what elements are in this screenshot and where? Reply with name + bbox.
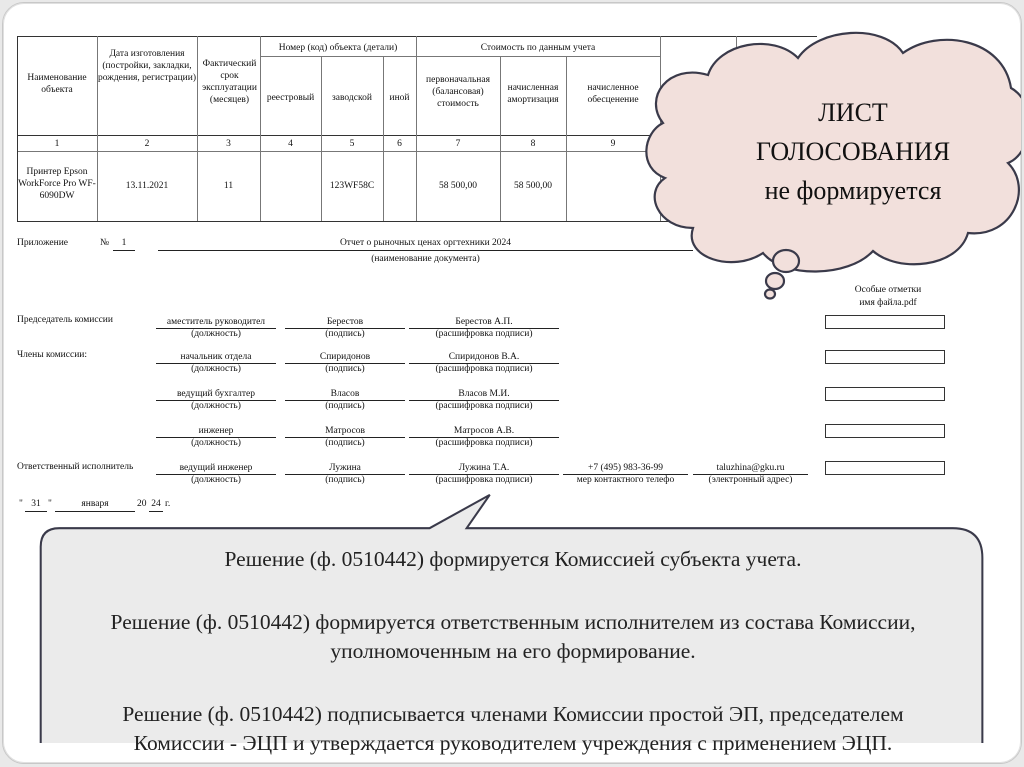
header-term: Фактический срок эксплуатации (месяцев) xyxy=(202,59,257,105)
caption-signature: (подпись) xyxy=(325,475,365,485)
caption-decode: (расшифровка подписи) xyxy=(435,329,533,339)
header-factory: заводской xyxy=(332,93,372,103)
notes-title: Особые отметки xyxy=(854,285,922,295)
row-name: Принтер Epson WorkForce Pro WF-6090DW xyxy=(18,167,96,201)
caption-position: (должность) xyxy=(191,329,241,339)
sign-signature: Спиридонов xyxy=(319,352,371,362)
sign-signature: Власов xyxy=(330,389,360,399)
sign-position: ведущий бухгалтер xyxy=(177,389,255,399)
col-number: 1 xyxy=(54,139,60,149)
sign-decode: Спиридонов В.А. xyxy=(448,352,520,362)
caption-signature: (подпись) xyxy=(325,401,365,411)
sign-decode: Лужина Т.А. xyxy=(458,463,510,473)
phone-caption: мер контактного телефо xyxy=(576,475,675,485)
caption-decode: (расшифровка подписи) xyxy=(435,475,533,485)
date-year: 24 xyxy=(151,499,161,509)
sign-decode: Берестов А.П. xyxy=(455,317,513,327)
sign-position: начальник отдела xyxy=(180,352,252,362)
appendix-label: Приложение xyxy=(17,238,68,248)
email-caption: (электронный адрес) xyxy=(708,475,793,485)
col-number: 6 xyxy=(397,139,402,149)
caption-position: (должность) xyxy=(191,401,241,411)
header-name: Наименование объекта xyxy=(27,73,87,95)
email-value: taluzhina@gku.ru xyxy=(716,463,785,473)
col-number: 7 xyxy=(455,139,461,149)
date-quote-open: " xyxy=(19,499,23,509)
caption-signature: (подпись) xyxy=(325,438,365,448)
bubble-paragraph-3a: Решение (ф. 0510442) подписывается членами Комиссии простой ЭП, председателем xyxy=(122,702,904,726)
header-other: иной xyxy=(389,93,410,103)
caption-decode: (расшифровка подписи) xyxy=(435,438,533,448)
col-number: 2 xyxy=(144,139,150,149)
cloud-line-2: ГОЛОСОВАНИЯ xyxy=(755,137,951,166)
sign-signature: Матросов xyxy=(325,426,365,436)
appendix-no-label: № xyxy=(100,238,110,248)
bubble-paragraph-2b: уполномоченным на его формирование. xyxy=(330,639,696,663)
chairman-label: Председатель комиссии xyxy=(17,315,113,325)
sign-decode: Власов М.И. xyxy=(458,389,510,399)
row-term: 11 xyxy=(223,181,234,191)
phone-value: +7 (495) 983-36-99 xyxy=(587,463,663,473)
notes-box[interactable] xyxy=(825,424,945,438)
notes-box[interactable] xyxy=(825,350,945,364)
sign-position: аместитель руководител xyxy=(166,317,266,327)
header-amort: начисленная амортизация xyxy=(507,83,559,105)
row-initial: 58 500,00 xyxy=(439,181,477,191)
sign-signature: Лужина xyxy=(329,463,361,473)
header-number-group: Номер (код) объекта (детали) xyxy=(278,43,398,53)
header-date: Дата изготовления (постройки, закладки, рождения, регистрации) xyxy=(98,49,196,83)
cloud-line-3: не формируется xyxy=(764,176,942,205)
caption-decode: (расшифровка подписи) xyxy=(435,401,533,411)
bubble-paragraph-3b: Комиссии - ЭЦП и утверждается руководителем учреждения с применением ЭЦП. xyxy=(133,731,893,755)
members-label: Члены комиссии: xyxy=(17,350,88,360)
header-cost-group: Стоимость по данным учета xyxy=(480,43,596,53)
col-number: 4 xyxy=(288,139,293,149)
notes-box[interactable] xyxy=(825,387,945,401)
appendix-doc-caption: (наименование документа) xyxy=(371,254,480,264)
date-suffix: г. xyxy=(165,499,171,509)
caption-position: (должность) xyxy=(191,364,241,374)
sign-decode: Матросов А.В. xyxy=(453,426,515,436)
bubble-paragraph-2a: Решение (ф. 0510442) формируется ответственным исполнителем из состава Комиссии, xyxy=(110,610,916,634)
bubble-paragraph-1: Решение (ф. 0510442) формируется Комиссией субъекта учета. xyxy=(224,547,802,571)
col-number: 8 xyxy=(530,139,536,149)
cloud-line-1: ЛИСТ xyxy=(818,98,888,127)
responsible-label: Ответственный исполнитель xyxy=(17,462,134,472)
col-number: 5 xyxy=(349,139,355,149)
caption-position: (должность) xyxy=(191,438,241,448)
header-impair: начисленное обесценение xyxy=(587,83,639,105)
row-date: 13.11.2021 xyxy=(125,181,169,191)
cloud-text xyxy=(703,93,1003,210)
col-number: 9 xyxy=(610,139,616,149)
caption-signature: (подпись) xyxy=(325,364,365,374)
appendix-doc-title: Отчет о рыночных ценах оргтехники 2024 xyxy=(339,238,512,248)
date-day: 31 xyxy=(31,499,41,509)
row-factory: 123WF58C xyxy=(329,181,375,191)
notes-box[interactable] xyxy=(825,315,945,329)
col-number: 3 xyxy=(226,139,231,149)
slide xyxy=(2,2,1022,764)
notes-box[interactable] xyxy=(825,461,945,475)
row-amort: 58 500,00 xyxy=(514,181,552,191)
date-year-prefix: 20 xyxy=(137,499,147,509)
header-initial: первоначальная (балансовая) стоимость xyxy=(426,75,490,109)
caption-position: (должность) xyxy=(191,475,241,485)
caption-signature: (подпись) xyxy=(325,329,365,339)
sign-signature: Берестов xyxy=(326,317,364,327)
date-month: января xyxy=(81,499,109,509)
date-quote-close: " xyxy=(48,499,52,509)
sign-position: ведущий инженер xyxy=(179,463,253,473)
appendix-no-value: 1 xyxy=(121,238,127,248)
notes-caption: имя файла.pdf xyxy=(859,298,917,308)
header-registry: реестровый xyxy=(266,93,315,103)
sign-position: инженер xyxy=(198,426,234,436)
caption-decode: (расшифровка подписи) xyxy=(435,364,533,374)
